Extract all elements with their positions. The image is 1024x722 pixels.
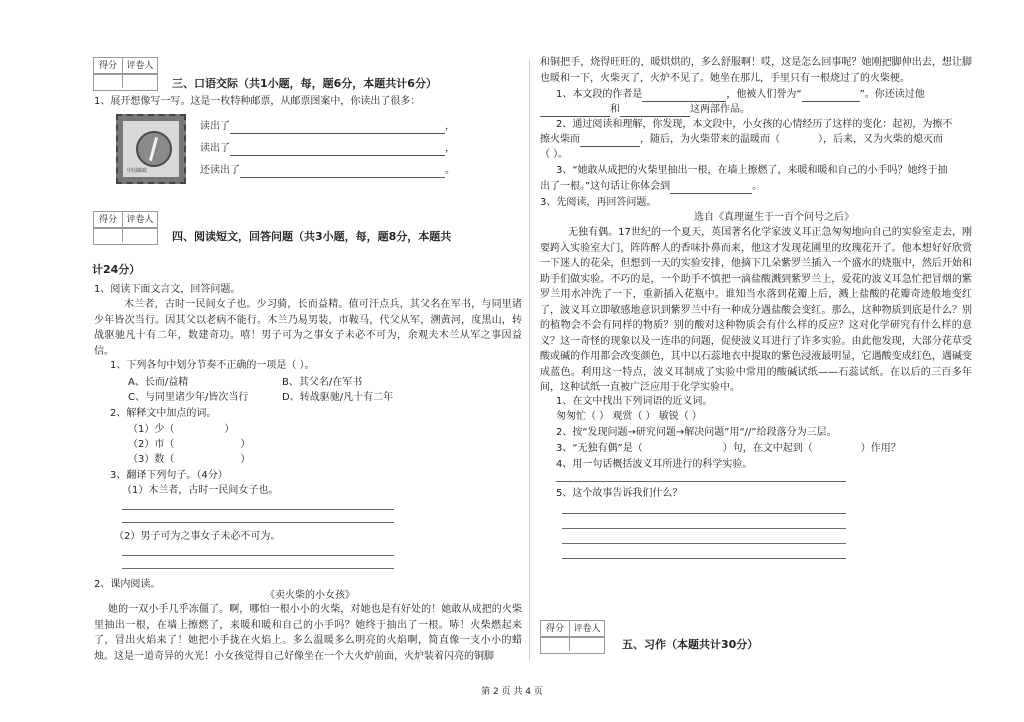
mood-blank-1[interactable] (580, 135, 640, 147)
score-box-blank (93, 73, 158, 91)
score-label-2: 得分 (94, 212, 123, 228)
reviewer-label-3: 评卷人 (573, 624, 601, 634)
read-label-1: 读出了 (200, 121, 230, 132)
sub-q3: 3、翻译下列句子。（4分） (110, 470, 228, 481)
option-b: B、其父名/在军书 (282, 377, 363, 388)
right-q1-line2: 和 这两部作品。 (540, 103, 750, 117)
stamp-image (116, 114, 186, 184)
match-girl-passage: 她的一双小手几乎冻僵了。啊，哪怕一根小小的火柴，对她也是有好处的！她敢从成把的火柴里抽出一根，在墙上擦燃了，来暖和暖和自己的小手吗？她终于抽出了一根。哧！火柴燃起来了，冒出火焰来了！她把小手拢在火焰上。多么温暖多么明亮的火焰啊，简直像一支小小的蜡烛。这是一道奇异的火光！小女孩觉得自己好像坐在一个大火炉前面，火炉装着闪亮的铜脚 (94, 604, 522, 662)
score-box-blank-2 (93, 227, 158, 245)
score-box-blank-3 (540, 636, 605, 654)
comma-1: ， (445, 121, 455, 132)
answer-blank-1[interactable] (230, 122, 445, 134)
answer-line[interactable] (122, 568, 394, 569)
read-line-3 (200, 164, 455, 178)
read-line-1 (200, 120, 455, 134)
right-q2-line2: 擦火柴而 ，随后，为火柴带来的温暖而（ ），后来，又为火柴的熄灭而 (540, 134, 943, 145)
read-label-2: 读出了 (200, 143, 230, 154)
article-q1: 1、在文中找出下列词语的近义词。 (556, 396, 713, 407)
right-q1-line1: 1、本文段的作者是 ，他被人们誉为“ ”。你还读过他 (556, 89, 925, 100)
translate-2: （2）男子可为之事女子未必不可为。 (114, 531, 281, 542)
author-blank[interactable] (642, 90, 726, 102)
story-title: 《卖火柴的小女孩》 (265, 590, 355, 601)
option-c: C、与同里诸少年/皆次当行 (128, 392, 249, 403)
section3-title: 三、口语交际（共1小题，每，题6分，本题共计6分） (172, 77, 437, 90)
option-d: D、转战驱驰/凡十有二年 (282, 392, 394, 403)
title-blank[interactable] (802, 90, 860, 102)
section4-q1: 1、阅读下面文言文，回答问题。 (94, 284, 241, 295)
answer-line[interactable] (562, 543, 846, 544)
comma-2: ， (445, 143, 455, 154)
word-1: （1）少（ ） (128, 424, 235, 435)
section4-q2: 2、课内阅读。 (94, 579, 161, 590)
article-title: 选自《真理诞生于一百个问号之后》 (694, 212, 854, 223)
article-q5: 5、这个故事告诉我们什么？ (556, 488, 683, 499)
period-1: 。 (445, 165, 455, 176)
read-line-2 (200, 142, 455, 156)
article-q1-words: 匆匆忙（ ） 观赏（ ） 敏锐（ ） (556, 411, 702, 422)
answer-line[interactable] (122, 522, 394, 523)
work-blank-2[interactable] (620, 105, 690, 117)
reviewer-label: 评卷人 (126, 61, 154, 71)
answer-line[interactable] (122, 555, 394, 556)
answer-line[interactable] (562, 513, 846, 514)
right-q3-line2: 出了一根。”这句话让你体会到 。 (540, 181, 763, 192)
stamp-caption: 中国邮政 (127, 168, 148, 174)
article-q4: 4、用一句话概括波义耳所进行的科学实验。 (556, 459, 753, 470)
feeling-blank[interactable] (670, 182, 752, 194)
answer-line[interactable] (562, 558, 846, 559)
answer-blank-2[interactable] (230, 144, 445, 156)
word-2: （2）市（ ） (128, 439, 251, 450)
read-label-3: 还读出了 (200, 165, 240, 176)
score-label-3: 得分 (541, 621, 570, 637)
reviewer-label-2: 评卷人 (126, 215, 154, 225)
right-q2-line3: （ ）。 (540, 149, 569, 160)
word-3: （3）数（ ） (128, 454, 251, 465)
story-continued: 和铜把手，烧得旺旺的，暖烘烘的，多么舒服啊！哎，这是怎么回事呢？她刚把脚伸出去，想让脚也暖和一下，火柴灭了，火炉不见了。她坐在那儿，手里只有一根烧过了的火柴梗。 (540, 57, 972, 84)
section4-title-b: 计24分） (92, 263, 141, 276)
option-a: A、长而/益精 (128, 377, 189, 388)
answer-line[interactable] (122, 509, 394, 510)
score-label: 得分 (94, 58, 123, 74)
right-q2-line1: 2、通过阅读和理解，你发现，本文段中，小女孩的心情经历了这样的变化：起初，为擦不 (556, 119, 953, 130)
section4-title-a: 四、阅读短文，回答问题（共3小题，每，题8分，本题共 (172, 230, 452, 243)
right-q3-intro: 3、先阅读，再回答问题。 (540, 197, 657, 208)
answer-line[interactable] (556, 481, 846, 482)
sub-q1: 1、下列各句中划分节奏不正确的一项是（ ）。 (110, 360, 315, 371)
article-q3: 3、“无独有偶”是（ ）句，在文中起到（ ）作用？ (556, 443, 901, 454)
answer-line[interactable] (562, 528, 846, 529)
boyle-article: 无独有偶。17世纪的一个夏天，英国著名化学家波义耳正急匆匆地向自己的实验室走去，刚要跨入实验室大门，阵阵醉人的香味扑鼻而来，他这才发现花圃里的玫瑰花开了。他本想好好欣赏一下迷人的花朵，但想到一天的实验安排，他摘下几朵紫罗兰插入一个盛水的烧瓶中，然后开始和助手们做实验。不巧的是，一个助手不慎把一滴盐酸溅到紫罗兰上，爱花的波义耳急忙把冒烟的紫罗兰用水冲洗了一下，重新插入花瓶中。谁知当水落到花瓣上后，溅上盐酸的花瓣奇迹般地变红了，波义耳立即敏感地意识到紫罗兰中有一种成分遇盐酸会变红。那么，这种物质到底是什么？别的植物会不会有同样的物质？别的酸对这种物质会有什么样的反应？这对化学研究有什么样的意义？这一奇怪的现象以及一连串的问题，促使波义耳进行了许多实验。由此他发现，大部分花草受酸或碱的作用都会改变颜色，其中以石蕊地衣中提取的紫色浸液最明显，它遇酸变成红色，遇碱变成蓝色。利用这一特点，波义耳制成了实验中常用的酸碱试纸——石蕊试纸。在以后的三百多年间，这种试纸一直被广泛应用于化学实验中。 (540, 227, 972, 393)
section5-title: 五、习作（本题共计30分） (622, 638, 759, 651)
answer-blank-3[interactable] (240, 166, 445, 178)
article-q2: 2、按“发现问题→研究问题→解决问题”用“//”给段落分为三层。 (556, 427, 837, 438)
page-footer: 第 2 页 共 4 页 (481, 687, 543, 697)
section3-q1: 1、展开想像写一写。这是一枚特种邮票，从邮票图案中，你读出了很多： (94, 96, 421, 107)
globe-icon (136, 131, 172, 167)
mulan-passage: 木兰者，古时一民间女子也。少习骑，长而益精。值可汗点兵，其父名在军书，与同里诸少年皆次当行。因其父以老病不能行。木兰乃易男装，市鞍马，代父从军，溯黄河，度黑山，转战驱驰凡十有二年，数建奇功。嘻！男子可为之事女子未必不可为，余观夫木兰从军之事因益信。 (94, 299, 522, 357)
work-blank-1[interactable] (540, 105, 610, 117)
column-divider (529, 60, 530, 660)
sub-q2: 2、解释文中加点的词。 (110, 408, 217, 419)
right-q3-line1: 3、“她敢从成把的火柴里抽出一根，在墙上擦燃了，来暖和暖和自己的小手吗？她终于抽 (556, 165, 948, 176)
translate-1: （1）木兰者，古时一民间女子也。 (122, 485, 279, 496)
